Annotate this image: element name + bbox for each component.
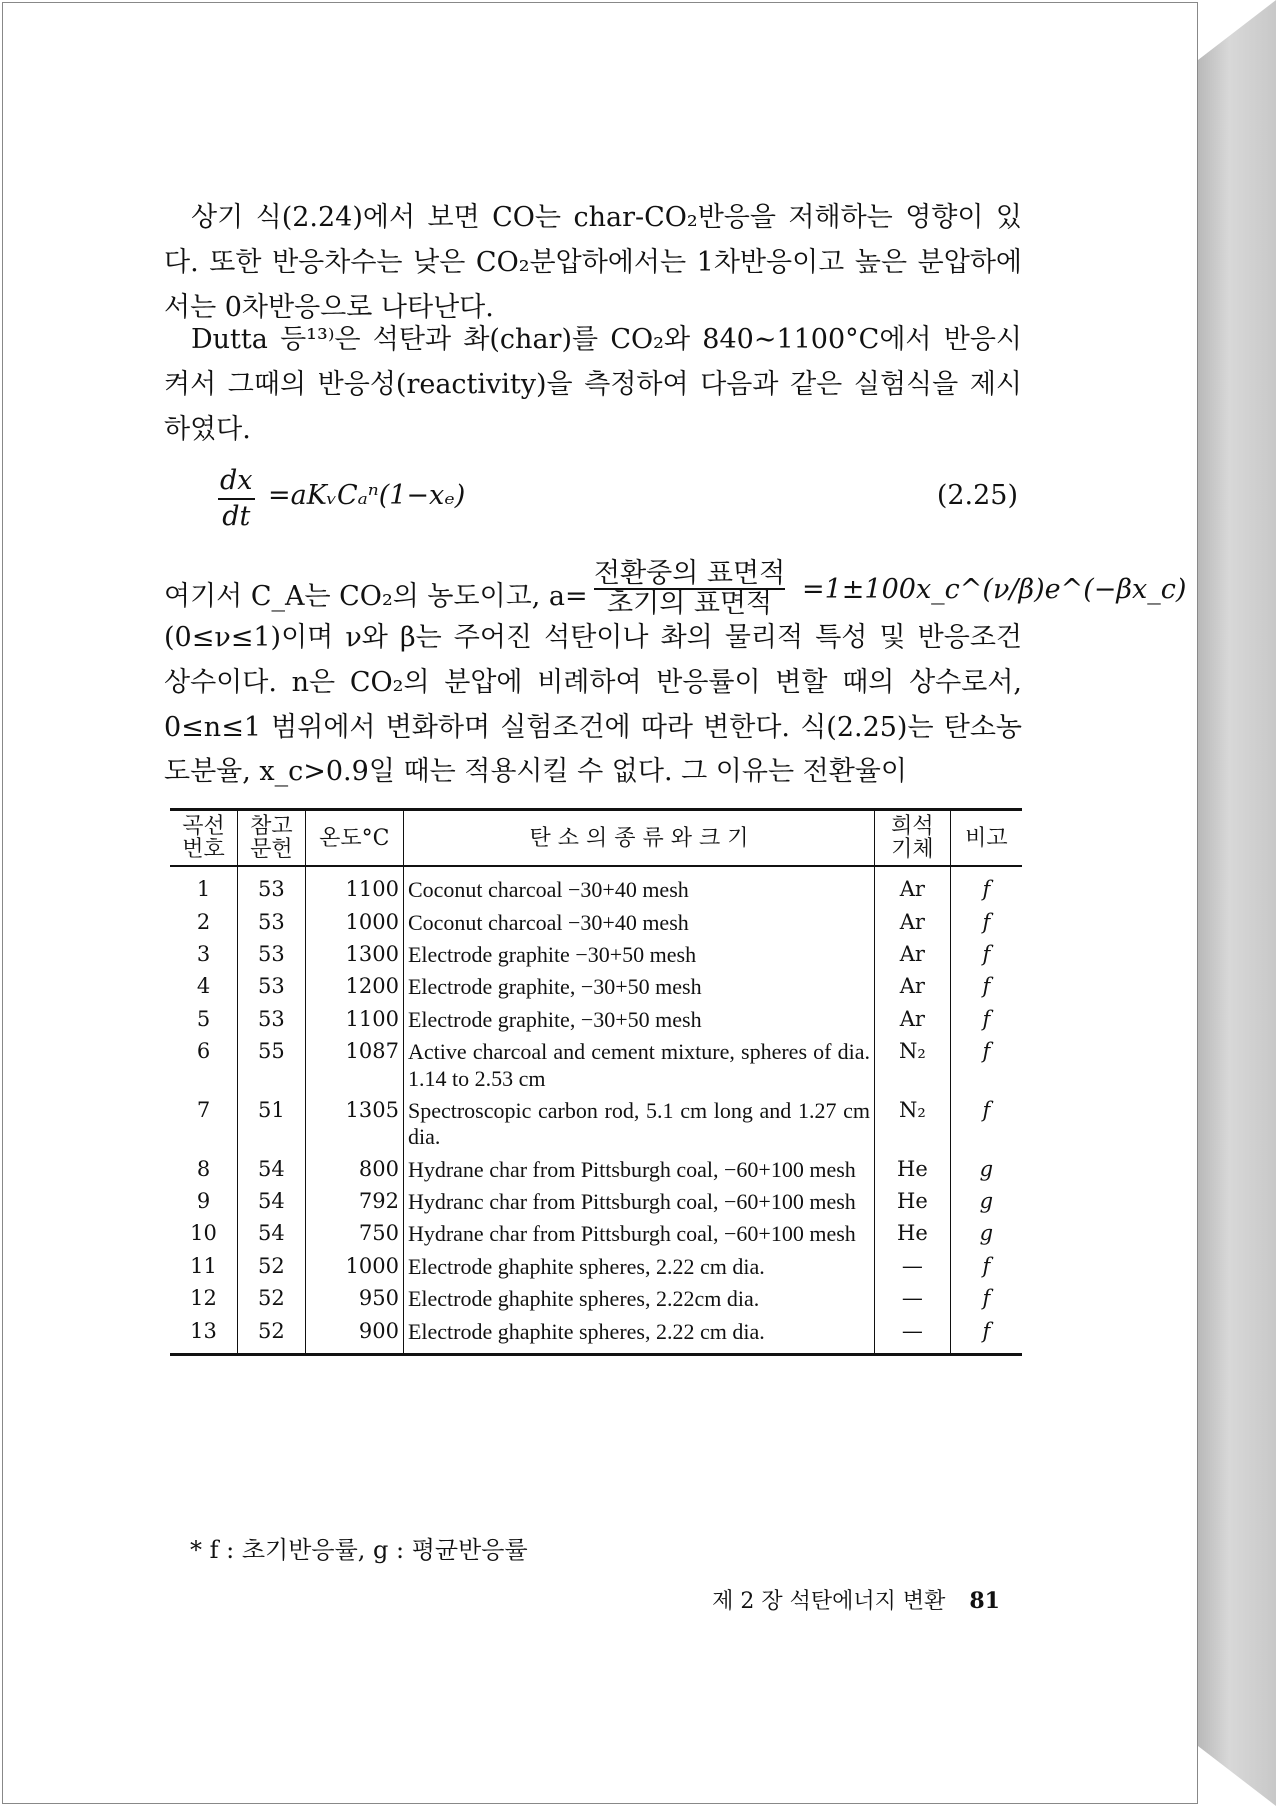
row-carbon-type: Electrode ghaphite spheres, 2.22 cm dia. <box>403 1316 874 1355</box>
table-header-row <box>170 810 1022 867</box>
table-row <box>170 939 1022 971</box>
row-curve-number: 12 <box>170 1283 238 1315</box>
row-dilution-gas: He <box>875 1186 951 1218</box>
page-edge-shadow <box>1198 0 1276 1806</box>
row-temperature: 800 <box>305 1154 403 1186</box>
row-carbon-type: Hydrane char from Pittsburgh coal, −60+100 mesh <box>403 1218 874 1250</box>
table-row <box>170 1154 1022 1186</box>
row-reference: 54 <box>238 1218 306 1250</box>
row-remarks: f <box>982 1039 991 1064</box>
row-dilution-gas: Ar <box>875 971 951 1003</box>
row-reference: 54 <box>238 1154 306 1186</box>
row-temperature: 1305 <box>305 1095 403 1154</box>
definition-line <box>164 558 1187 619</box>
data-table <box>170 808 1022 1356</box>
table-row <box>170 1251 1022 1283</box>
row-remarks: g <box>979 1156 994 1181</box>
row-curve-number: 6 <box>170 1036 238 1095</box>
row-dilution-gas: N₂ <box>875 1036 951 1095</box>
row-carbon-type: Electrode graphite, −30+50 mesh <box>403 971 874 1003</box>
row-curve-number: 1 <box>170 866 238 906</box>
header-reference: 참고 문헌 <box>238 810 306 867</box>
row-dilution-gas: He <box>875 1154 951 1186</box>
row-carbon-type: Electrode ghaphite spheres, 2.22cm dia. <box>403 1283 874 1315</box>
header-dilution-gas: 희석 기체 <box>875 810 951 867</box>
row-temperature: 1200 <box>305 971 403 1003</box>
row-dilution-gas: Ar <box>875 866 951 906</box>
row-remarks: f <box>982 1097 991 1122</box>
table-row <box>170 1004 1022 1036</box>
definition-tail: =1±100x_c^(ν/β)e^(−βx_c) <box>802 574 1187 605</box>
row-remarks: f <box>982 1286 991 1311</box>
row-reference: 51 <box>238 1095 306 1154</box>
row-carbon-type: Electrode graphite, −30+50 mesh <box>403 1004 874 1036</box>
row-dilution-gas: Ar <box>875 939 951 971</box>
row-reference: 52 <box>238 1316 306 1355</box>
row-temperature: 750 <box>305 1218 403 1250</box>
row-carbon-type: Hydranc char from Pittsburgh coal, −60+100 mesh <box>403 1186 874 1218</box>
row-curve-number: 7 <box>170 1095 238 1154</box>
row-curve-number: 8 <box>170 1154 238 1186</box>
row-temperature: 1000 <box>305 1251 403 1283</box>
row-curve-number: 9 <box>170 1186 238 1218</box>
table-body <box>170 866 1022 1354</box>
table-row <box>170 1316 1022 1355</box>
table-row <box>170 1283 1022 1315</box>
page-footer <box>680 1584 1000 1615</box>
row-curve-number: 10 <box>170 1218 238 1250</box>
row-reference: 53 <box>238 866 306 906</box>
row-temperature: 900 <box>305 1316 403 1355</box>
paragraph-2-text: Dutta 등¹³⁾은 석탄과 촤(char)를 CO₂와 840∼1100°C에서 반응시켜서 그때의 반응성(reactivity)을 측정하여 다음과 같은 실험식을 제시하였다. <box>164 324 1022 445</box>
table-row <box>170 1186 1022 1218</box>
table-row <box>170 1036 1022 1095</box>
row-carbon-type: Spectroscopic carbon rod, 5.1 cm long and 1.27 cm dia. <box>403 1095 874 1154</box>
row-temperature: 1300 <box>305 939 403 971</box>
row-dilution-gas: Ar <box>875 907 951 939</box>
table-row <box>170 1095 1022 1154</box>
chapter-title: 제 2 장 석탄에너지 변환 <box>712 1589 946 1614</box>
row-carbon-type: Coconut charcoal −30+40 mesh <box>403 907 874 939</box>
table-note: * f : 초기반응률, g : 평균반응률 <box>190 1536 528 1564</box>
row-carbon-type: Hydrane char from Pittsburgh coal, −60+100 mesh <box>403 1154 874 1186</box>
row-dilution-gas: Ar <box>875 1004 951 1036</box>
paragraph-2 <box>164 318 1022 452</box>
row-reference: 54 <box>238 1186 306 1218</box>
definition-fraction-denominator: 초기의 표면적 <box>607 588 773 619</box>
row-curve-number: 11 <box>170 1251 238 1283</box>
row-carbon-type: Active charcoal and cement mixture, spheres of dia. 1.14 to 2.53 cm <box>403 1036 874 1095</box>
table-row <box>170 866 1022 906</box>
header-curve-number: 곡선 번호 <box>170 810 238 867</box>
equation-fraction <box>218 464 255 534</box>
definition-fraction <box>594 560 785 618</box>
table-row <box>170 907 1022 939</box>
row-remarks: f <box>982 1253 991 1278</box>
row-reference: 53 <box>238 939 306 971</box>
row-curve-number: 2 <box>170 907 238 939</box>
row-carbon-type: Electrode graphite −30+50 mesh <box>403 939 874 971</box>
row-curve-number: 3 <box>170 939 238 971</box>
equation-rhs: =aKᵥCₐⁿ(1−xₑ) <box>268 480 466 511</box>
header-remarks: 비고 <box>965 825 1008 851</box>
row-reference: 52 <box>238 1283 306 1315</box>
paragraph-3 <box>164 616 1022 795</box>
header-temperature: 온도°C <box>305 810 403 867</box>
row-temperature: 1087 <box>305 1036 403 1095</box>
row-temperature: 1100 <box>305 1004 403 1036</box>
row-curve-number: 5 <box>170 1004 238 1036</box>
row-temperature: 950 <box>305 1283 403 1315</box>
row-dilution-gas: — <box>875 1283 951 1315</box>
row-curve-number: 4 <box>170 971 238 1003</box>
row-temperature: 792 <box>305 1186 403 1218</box>
row-remarks: f <box>982 1318 991 1343</box>
row-reference: 53 <box>238 907 306 939</box>
row-reference: 52 <box>238 1251 306 1283</box>
equation-2-25 <box>218 464 1018 536</box>
page-number: 81 <box>969 1588 1000 1614</box>
row-remarks: f <box>982 1006 991 1031</box>
row-remarks: f <box>982 909 991 934</box>
row-curve-number: 13 <box>170 1316 238 1355</box>
header-carbon-type: 탄 소 의 종 류 와 크 기 <box>403 810 874 867</box>
row-remarks: f <box>982 941 991 966</box>
row-carbon-type: Electrode ghaphite spheres, 2.22 cm dia. <box>403 1251 874 1283</box>
row-remarks: g <box>979 1221 994 1246</box>
paragraph-1 <box>164 196 1022 330</box>
row-reference: 53 <box>238 1004 306 1036</box>
equation-number: (2.25) <box>936 480 1018 511</box>
equation-denominator: dt <box>222 501 251 532</box>
paragraph-1-text: 상기 식(2.24)에서 보면 CO는 char-CO₂반응을 저해하는 영향이 있다. 또한 반응차수는 낮은 CO₂분압하에서는 1차반응이고 높은 분압하에서는 0차반응으로 나타난다. <box>164 202 1022 323</box>
row-dilution-gas: — <box>875 1316 951 1355</box>
paragraph-3-text: (0≤ν≤1)이며 ν와 β는 주어진 석탄이나 촤의 물리적 특성 및 반응조건 상수이다. n은 CO₂의 분압에 비례하여 반응률이 변할 때의 상수로서, 0≤n≤1 범위에서 변화하며 실험조건에 따라 변한다. 식(2.25)는 탄소농도분율, x_c>0.9일 때는 적용시킬 수 없다. 그 이유는 전환율이 <box>164 622 1022 788</box>
row-temperature: 1000 <box>305 907 403 939</box>
row-reference: 55 <box>238 1036 306 1095</box>
row-temperature: 1100 <box>305 866 403 906</box>
table-row <box>170 1218 1022 1250</box>
definition-lead: 여기서 C_A는 CO₂의 농도이고, a= <box>164 581 588 612</box>
table-row <box>170 971 1022 1003</box>
equation-numerator: dx <box>218 464 255 500</box>
row-remarks: f <box>982 877 991 902</box>
row-dilution-gas: — <box>875 1251 951 1283</box>
row-remarks: g <box>979 1189 994 1214</box>
definition-fraction-numerator: 전환중의 표면적 <box>594 558 786 589</box>
row-remarks: f <box>982 974 991 999</box>
row-reference: 53 <box>238 971 306 1003</box>
row-dilution-gas: He <box>875 1218 951 1250</box>
row-dilution-gas: N₂ <box>875 1095 951 1154</box>
row-carbon-type: Coconut charcoal −30+40 mesh <box>403 866 874 906</box>
